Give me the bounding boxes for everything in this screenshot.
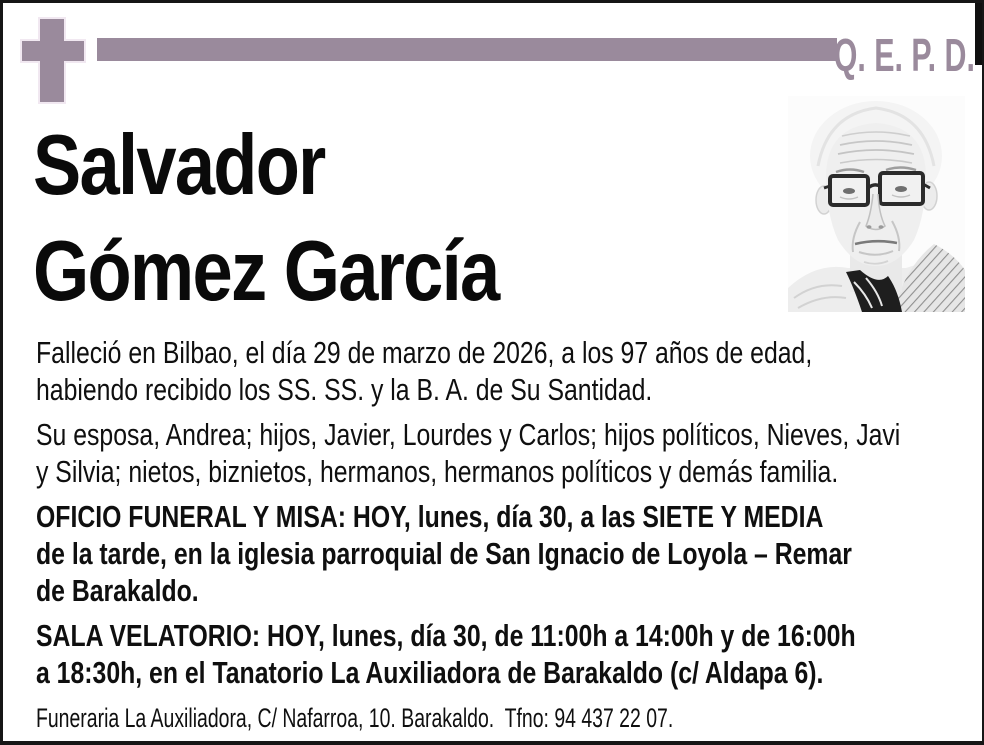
obituary-text <box>36 334 966 699</box>
paragraph-wake-room: SALA VELATORIO: HOY, lunes, día 30, de 11:00h a 14:00h y de 16:00h a 18:30h, en el Tanatorio La Auxiliadora de Barakaldo (c/ Aldapa 6). <box>36 618 856 690</box>
deceased-name-line2: Gómez García <box>33 224 499 319</box>
deceased-photo <box>788 96 965 312</box>
scan-edge-artifact <box>975 3 982 65</box>
paragraph-family: Su esposa, Andrea; hijos, Javier, Lourdes y Carlos; hijos políticos, Nieves, Javi y Silvia; nietos, biznietos, hermanos, hermanos políticos y demás familia. <box>36 417 901 489</box>
portrait-image <box>788 96 965 312</box>
paragraph-death-notice: Falleció en Bilbao, el día 29 de marzo de 2026, a los 97 años de edad, habiendo recibido los SS. SS. y la B. A. de Su Santidad. <box>36 335 813 407</box>
paragraph-funeral-service: OFICIO FUNERAL Y MISA: HOY, lunes, día 30, a las SIETE Y MEDIA de la tarde, en la iglesia parroquial de San Ignacio de Loyola – Remar de Barakaldo. <box>36 499 852 608</box>
funeral-home-info: Funeraria La Auxiliadora, C/ Nafarroa, 10. Barakaldo. Tfno: 94 437 22 07. <box>36 703 674 733</box>
deceased-name-line1: Salvador <box>33 118 325 213</box>
deceased-name <box>33 113 498 325</box>
cross-icon <box>19 17 88 106</box>
qepd-label: Q. E. P. D. <box>833 29 975 81</box>
header-rule <box>97 38 837 61</box>
